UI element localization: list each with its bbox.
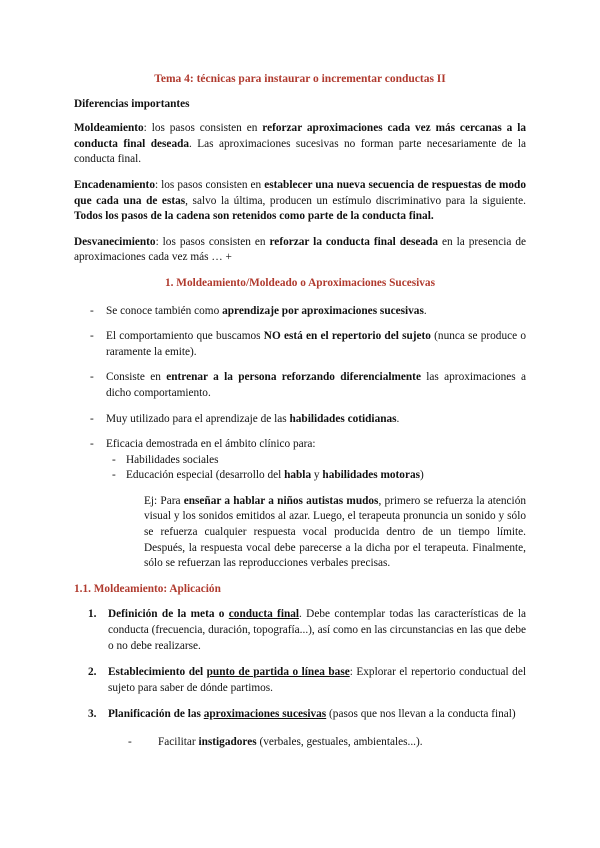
moldeamiento-definition: Moldeamiento: los pasos consisten en reforzar aproximaciones cada vez más cercanas a la conducta final deseada. Las aproximaciones sucesivas no forman parte necesariamente de la conducta final. bbox=[74, 122, 527, 166]
list-item: - El comportamiento que buscamos NO está en el repertorio del sujeto (nunca se produce o raramente la emite). bbox=[74, 329, 526, 360]
step-item: 2. Establecimiento del punto de partida o línea base: Explorar el repertorio conductual del sujeto para saber de dónde partimos. bbox=[88, 666, 526, 694]
list-item: - Consiste en entrenar a la persona reforzando diferencialmente las aproximaciones a dicho comportamiento. bbox=[74, 370, 526, 401]
example-paragraph: Ej: Para enseñar a hablar a niños autistas mudos, primero se refuerza la atención visual y los sonidos emitidos al azar. Luego, el terapeuta pronuncia un sonido y sólo se refuerza cualquier respuesta vocal producida dentro de un tiempo límite. Después, la respuesta vocal debe parecerse a la dicha por el terapeuta. Finalmente, sólo se refuerzan las reproducciones verbales precisas. bbox=[144, 494, 526, 570]
sub-list-item: - Educación especial (desarrollo del habla y habilidades motoras) bbox=[106, 468, 526, 484]
term-encadenamiento: Encadenamiento bbox=[74, 178, 155, 191]
step-item: 1. Definición de la meta o conducta final. Debe contemplar todas las características de la conducta (frecuencia, duración, topografía...), así como en las circunstancias en las que debe o no debe realizarse. bbox=[88, 608, 526, 652]
term-moldeamiento: Moldeamiento bbox=[74, 122, 144, 135]
section-1-1-title: 1.1. Moldeamiento: Aplicación bbox=[74, 582, 221, 595]
page-title: Tema 4: técnicas para instaurar o incrementar conductas II bbox=[154, 73, 446, 85]
step-item: 3. Planificación de las aproximaciones sucesivas (pasos que nos llevan a la conducta final) - Facilitar instigadores (verbales, gestuales, ambientales...). bbox=[74, 707, 526, 750]
sub-list-item: - Habilidades sociales bbox=[106, 453, 526, 469]
term-desvanecimiento: Desvanecimiento bbox=[74, 235, 156, 248]
differences-heading: Diferencias importantes bbox=[74, 97, 190, 110]
efficacy-sublist bbox=[106, 453, 526, 484]
list-item-efficacy: - Eficacia demostrada en el ámbito clínico para: - Habilidades sociales - Educación especial (desarrollo del habla y habilidades motoras) bbox=[74, 437, 526, 484]
section-1-title: 1. Moldeamiento/Moldeado o Aproximaciones Sucesivas bbox=[165, 276, 435, 289]
sub-list-item: - Facilitar instigadores (verbales, gestuales, ambientales...). bbox=[128, 735, 526, 751]
encadenamiento-definition: Encadenamiento: los pasos consisten en establecer una nueva secuencia de respuestas de modo que cada una de estas, salvo la última, producen un estímulo discriminativo para la siguiente. Todos los pasos de la cadena son retenidos como parte de la conducta final. bbox=[74, 178, 526, 223]
section-1-bullets bbox=[74, 304, 526, 484]
application-steps bbox=[74, 607, 526, 750]
desvanecimiento-definition: Desvanecimiento: los pasos consisten en reforzar la conducta final deseada en la presencia de aproximaciones cada vez más … + bbox=[74, 235, 526, 264]
list-item: - Se conoce también como aprendizaje por aproximaciones sucesivas. bbox=[74, 304, 526, 320]
list-item: - Muy utilizado para el aprendizaje de las habilidades cotidianas. bbox=[74, 412, 526, 428]
document-page bbox=[74, 72, 526, 762]
